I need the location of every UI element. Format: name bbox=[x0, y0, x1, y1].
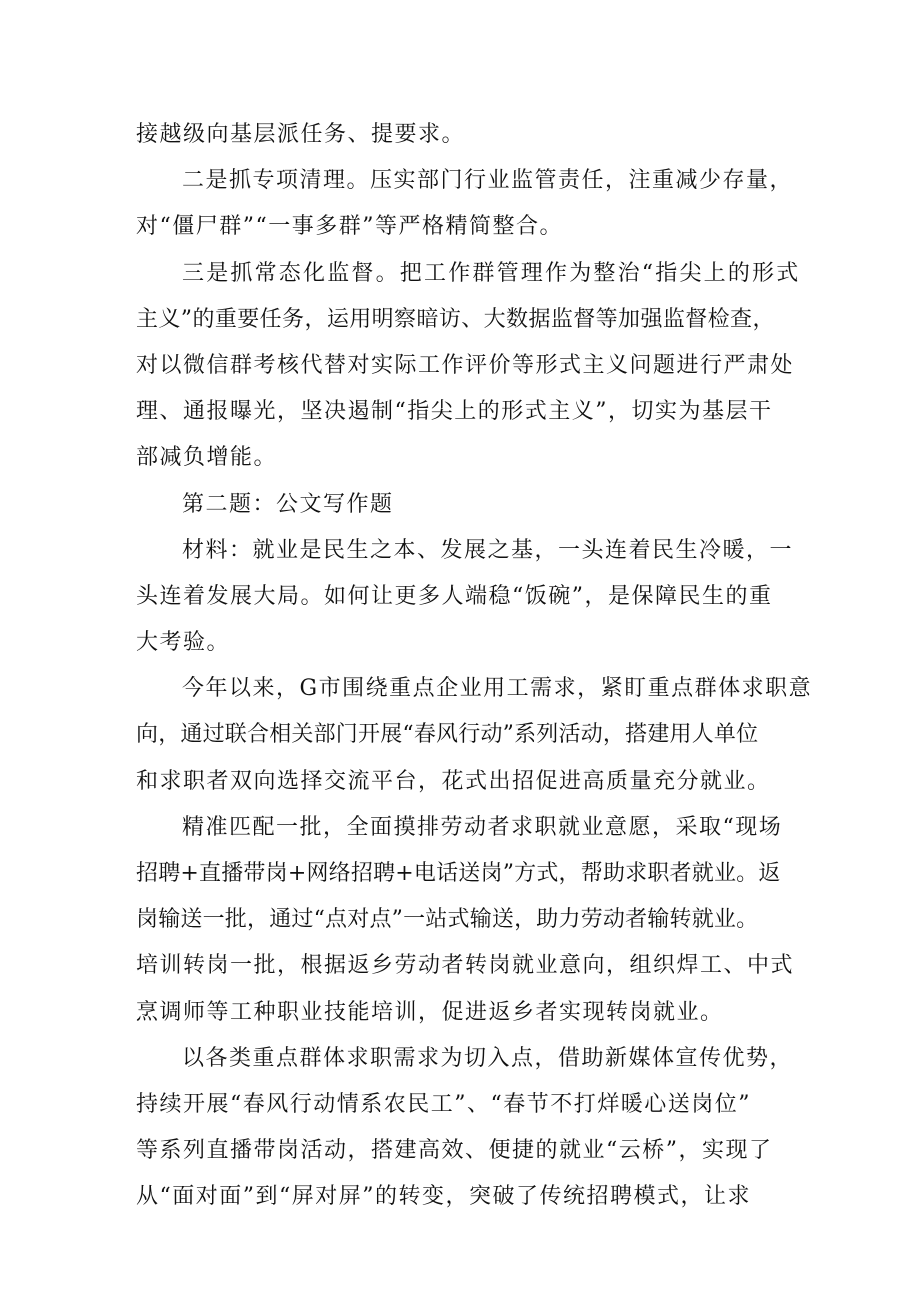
text-line: 部减负增能。 bbox=[136, 445, 278, 471]
text-line: 招聘+直播带岗+网络招聘+电话送岗”方式，帮助求职者就业。返 bbox=[136, 861, 781, 886]
text-line: 向，通过联合相关部门开展“春风行动”系列活动，搭建用人单位 bbox=[136, 722, 759, 748]
text-line: 理、通报曝光，坚决遏制“指尖上的形式主义”，切实为基层干 bbox=[136, 399, 773, 425]
text-line: 培训转岗一批，根据返乡劳动者转岗就业意向，组织焊工、中式 bbox=[136, 953, 795, 979]
text-line: 主义”的重要任务，运用明察暗访、大数据监督等加强监督检查， bbox=[136, 306, 775, 332]
text-line: 从“面对面”到“屏对屏”的转变，突破了传统招聘模式，让求 bbox=[136, 1184, 751, 1210]
text-line: 精准匹配一批，全面摸排劳动者求职就业意愿，采取“现场 bbox=[182, 814, 783, 840]
text-line: 大考验。 bbox=[136, 630, 231, 656]
text-line: 岗输送一批，通过“点对点”一站式输送，助力劳动者输转就业。 bbox=[136, 907, 759, 933]
text-line: 今年以来，G市围绕重点企业用工需求，紧盯重点群体求职意 bbox=[182, 676, 813, 702]
text-line: 接越级向基层派任务、提要求。 bbox=[136, 122, 466, 147]
text-line: 对以微信群考核代替对实际工作评价等形式主义问题进行严肃处 bbox=[136, 352, 795, 378]
text-line: 以各类重点群体求职需求为切入点，借助新媒体宣传优势， bbox=[182, 1045, 794, 1071]
document-body bbox=[136, 112, 813, 1221]
section-heading: 第二题：公文写作题 bbox=[182, 491, 394, 517]
text-line: 二是抓专项清理。压实部门行业监管责任，注重减少存量， bbox=[182, 168, 794, 194]
text-line: 持续开展“春风行动情系农民工”、“春节不打烊暖心送岗位” bbox=[136, 1091, 751, 1117]
text-line: 三是抓常态化监督。把工作群管理作为整治“指尖上的形式 bbox=[182, 260, 801, 286]
text-line: 对“僵尸群”“一事多群”等严格精简整合。 bbox=[136, 214, 563, 240]
text-line: 头连着发展大局。如何让更多人端稳“饭碗”，是保障民生的重 bbox=[136, 583, 773, 609]
text-line: 等系列直播带岗活动，搭建高效、便捷的就业“云桥”，实现了 bbox=[136, 1138, 773, 1164]
text-line: 和求职者双向选择交流平台，花式出招促进高质量充分就业。 bbox=[136, 768, 771, 794]
text-line: 材料：就业是民生之本、发展之基，一头连着民生冷暖，一 bbox=[182, 537, 794, 563]
text-line: 烹调师等工种职业技能培训，促进返乡者实现转岗就业。 bbox=[136, 999, 724, 1025]
